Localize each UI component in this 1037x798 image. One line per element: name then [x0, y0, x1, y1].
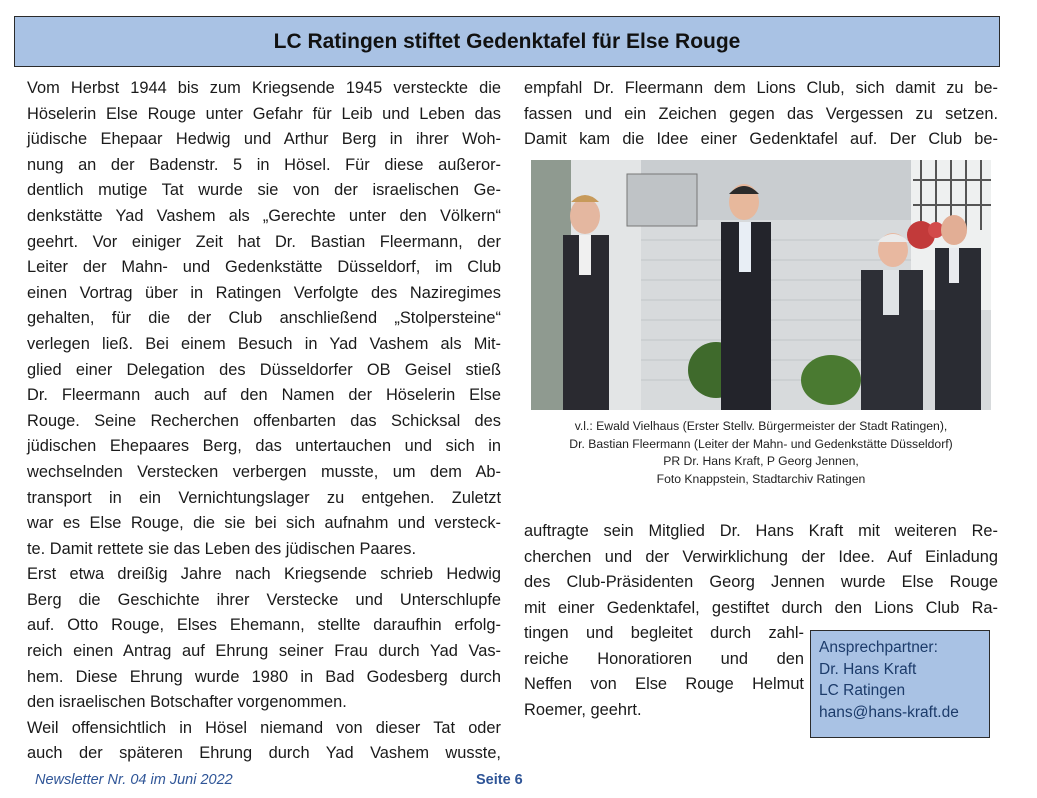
body-line: einen Vortrag über in Ratingen Verfolgte des Naziregimes — [27, 283, 501, 302]
body-line: denkstätte Yad Vashem als „Gerechte unter den Völkern“ — [27, 206, 501, 225]
ceremony-photo — [531, 160, 991, 410]
caption-line: PR Dr. Hans Kraft, P Georg Jennen, — [663, 454, 859, 469]
body-line: auftragte sein Mitglied Dr. Hans Kraft mit weiteren Re- — [524, 522, 998, 540]
contact-box — [810, 630, 990, 738]
contact-heading: Ansprechpartner: — [819, 639, 938, 656]
body-line: Rouge. Seine Recherchen offenbarten das Schicksal des — [27, 411, 501, 430]
body-line: transport in ein Vernichtungslager zu entgehen. Zuletzt — [27, 488, 501, 507]
footer-newsletter: Newsletter Nr. 04 im Juni 2022 — [35, 772, 233, 788]
body-line: empfahl Dr. Fleermann dem Lions Club, sich damit zu be- — [524, 79, 998, 97]
body-line: auch der späteren Ehrung durch Yad Vashem wusste, — [27, 744, 501, 763]
article-title: LC Ratingen stiftet Gedenktafel für Else Rouge — [273, 29, 741, 53]
body-line: Erst etwa dreißig Jahre nach Kriegsende schrieb Hedwig — [27, 565, 501, 584]
body-line: reich einen Antrag auf Ehrung seiner Frau durch Yad Vas- — [27, 642, 501, 661]
body-line: tingen und begleitet durch zahl- — [524, 624, 804, 642]
body-line: des Club-Präsidenten Georg Jennen wurde Else Rouge — [524, 573, 998, 592]
body-line: reiche Honoratioren und den — [524, 649, 804, 668]
footer-page-number: Seite 6 — [476, 772, 523, 788]
body-line: gehalten, für die der Club anschließend „Stolpersteine“ — [27, 309, 501, 328]
body-line: dentlich mutige Tat wurde sie von der israelischen Ge- — [27, 181, 501, 200]
left-column — [27, 76, 501, 767]
body-line: jüdischen Ehepaares Berg, das untertauchen und sich in — [27, 437, 501, 456]
body-line: te. Damit rettete sie das Leben des jüdischen Paares. — [27, 539, 417, 558]
body-line: verlegen ließ. Bei einem Besuch in Yad Vashem als Mit- — [27, 334, 501, 353]
body-line: glied einer Delegation des Düsseldorfer OB Geisel stieß — [27, 360, 501, 379]
body-line: den israelischen Botschafter vorgenommen. — [27, 693, 347, 712]
body-line: Damit kam die Idee einer Gedenktafel auf. Der Club be- — [524, 130, 998, 149]
body-line: fassen und ein Zeichen gegen das Vergessen zu setzen. — [524, 104, 998, 123]
contact-name: Dr. Hans Kraft — [819, 660, 917, 678]
body-line: Roemer, geehrt. — [524, 700, 642, 719]
right-column-bottom — [524, 519, 998, 621]
body-line: hem. Diese Ehrung wurde 1980 in Bad Godesberg durch — [27, 667, 501, 686]
photo-caption — [524, 418, 998, 488]
body-line: geehrt. Vor einiger Zeit hat Dr. Bastian Fleermann, der — [27, 232, 501, 251]
body-line: wechselnden Verstecken verbergen musste, um dem Ab- — [27, 462, 501, 481]
caption-line: Dr. Bastian Fleermann (Leiter der Mahn- und Gedenkstätte Düsseldorf) — [569, 436, 953, 451]
contact-email[interactable]: hans@hans-kraft.de — [819, 703, 959, 721]
caption-line: v.l.: Ewald Vielhaus (Erster Stellv. Bürgermeister der Stadt Ratingen), — [574, 419, 948, 433]
body-line: nung an der Badenstr. 5 in Hösel. Für diese außeror- — [27, 155, 501, 174]
body-line: war es Else Rouge, die sie bei sich aufnahm und versteck- — [27, 514, 501, 533]
body-line: cherchen und der Verwirklichung der Idee. Auf Einladung — [524, 547, 998, 566]
article-title-box — [14, 16, 1000, 67]
caption-line: Foto Knappstein, Stadtarchiv Ratingen — [656, 471, 866, 486]
right-column-top — [524, 76, 998, 153]
body-line: Vom Herbst 1944 bis zum Kriegsende 1945 versteckte die — [27, 79, 501, 97]
body-line: auf. Otto Rouge, Elses Ehemann, stellte daraufhin erfolg- — [27, 616, 501, 635]
body-line: Höselerin Else Rouge unter Gefahr für Leib und Leben das — [27, 104, 501, 123]
body-line: Neffen von Else Rouge Helmut — [524, 675, 804, 694]
body-line: Weil offensichtlich in Hösel niemand von dieser Tat oder — [27, 718, 501, 737]
body-line: Leiter der Mahn- und Gedenkstätte Düsseldorf, im Club — [27, 258, 501, 277]
body-line: mit einer Gedenktafel, gestiftet durch den Lions Club Ra- — [524, 598, 998, 617]
contact-club: LC Ratingen — [819, 682, 906, 699]
body-line: jüdische Ehepaar Hedwig und Arthur Berg in ihrer Woh- — [27, 130, 501, 149]
body-line: Dr. Fleermann auch auf den Namen der Höselerin Else — [27, 386, 501, 405]
right-column-narrow — [524, 621, 804, 723]
body-line: Berg die Geschichte ihrer Verstecke und Unterschlupfe — [27, 590, 501, 609]
